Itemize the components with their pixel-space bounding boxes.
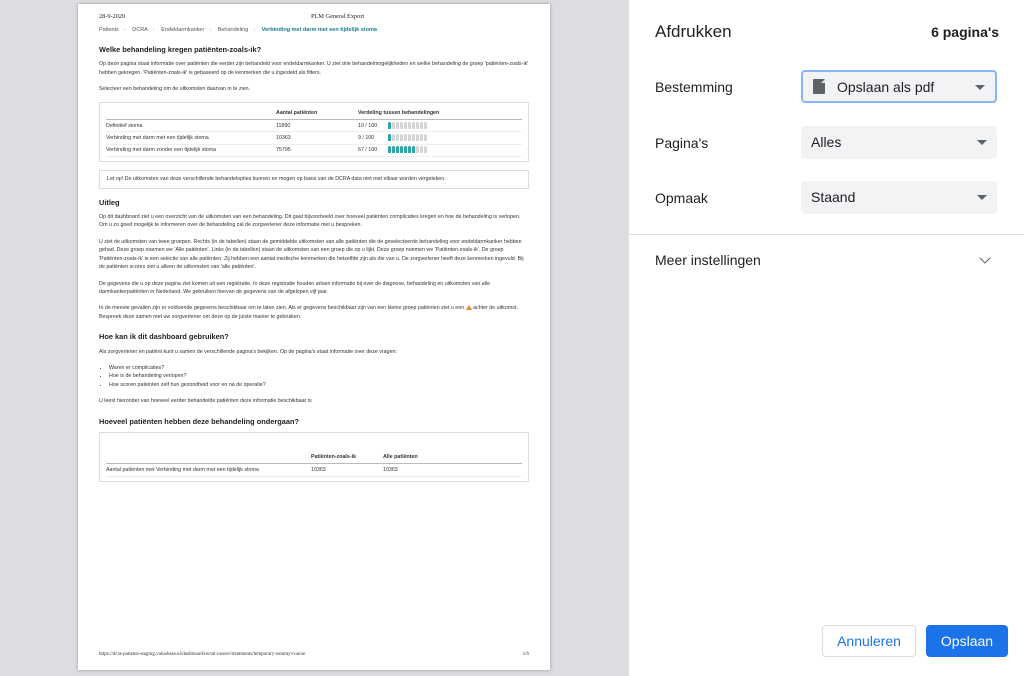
dropdown-arrow-icon: [975, 85, 985, 90]
distribution-cell: [358, 120, 522, 132]
distribution-cell: [358, 144, 522, 156]
table-cell: Aantal patiënten met Verbinding met darm met een tijdelijk stoma: [106, 464, 311, 476]
person-icon: [404, 146, 407, 153]
treatment-table: [99, 102, 529, 163]
breadcrumb-separator-icon: ›: [152, 27, 155, 33]
page-footer: [99, 652, 529, 657]
person-icon: [416, 134, 419, 141]
section-heading: Hoeveel patiënten hebben deze behandeling ondergaan?: [99, 416, 299, 426]
more-settings-toggle[interactable]: Meer instellingen: [655, 252, 761, 268]
person-icon: [412, 134, 415, 141]
pages-select[interactable]: [801, 126, 997, 159]
person-icon: [388, 122, 391, 129]
distribution-share: 67 / 100: [358, 147, 378, 154]
person-icon: [408, 122, 411, 129]
table-header: Alle patiënten: [383, 451, 522, 464]
question-list: [99, 364, 529, 389]
table-row: [106, 132, 522, 144]
layout-label: Opmaak: [655, 190, 708, 206]
save-button[interactable]: Opslaan: [926, 625, 1008, 657]
table-cell: Verbinding met darm zonder een tijdelijk stoma: [106, 144, 276, 156]
person-icon: [416, 146, 419, 153]
breadcrumb-item: Behandeling: [217, 27, 249, 33]
distribution-share: 9 / 100: [358, 134, 375, 141]
destination-label: Bestemming: [655, 79, 733, 95]
person-icons: [388, 146, 427, 153]
paragraph: U leest hieronder van hoeveel eerder behandelde patiënten deze informatie beschikbaar is: [99, 398, 312, 405]
table-header: [106, 451, 311, 464]
breadcrumb-separator-icon: ›: [253, 27, 256, 33]
pages-row: [655, 126, 999, 162]
table-row: [106, 120, 522, 132]
paragraph: U ziet de uitkomsten van twee groepen. Rechts (in de tabellen) staan de gemiddelde uitkomsten van alle patiënten die de geselecteerde behandeling voor endeldarmkanker hebben gehad. Deze groep noemen we 'Alle patiënten'. Links (in de tabellen) staan de uitkomsten van een groep die op u lijkt. Deze groep noemen we 'Patiënten-zoals-ik'. De groep 'Patiënten-zoals-ik' is een selectie van alle patiënten. Zij hebben een aantal medische kenmerken die hetzelfde zijn als die van u. De zorgverlener heeft deze kenmerken ingevuld. Bij de patiënten scores ziet u alleen de uitkomsten van 'alle patiënten'.: [99, 238, 524, 271]
paragraph: Op dit dashboard ziet u een overzicht van de uitkomsten van een behandeling. Dit gaat bijvoorbeeld over hoeveel patiënten complicaties kregen en hoe de behandeling is verlopen. Om u zo goed mogelijk te informeren over de behandeling zal de zorgverlener deze informatie met u bespreken.: [99, 214, 521, 229]
breadcrumb-item: Patients: [99, 27, 119, 33]
person-icon: [424, 134, 427, 141]
table-cell: 75795: [276, 144, 358, 156]
breadcrumb: [99, 27, 377, 33]
page-export-title: PLM General Export: [311, 13, 365, 20]
divider: [629, 234, 1024, 235]
footer-url: https://dcra-patients-staging.valuebase.nl/dashboard/rectal-cancer/treatments/temporary-ostomy/course: [99, 652, 306, 657]
paragraph-part: In de meeste gevallen zijn er voldoende gegevens beschikbaar om te laten zien. Als er gegevens beschikbaar zijn van een kleine groep patiënten ziet u een: [99, 305, 465, 312]
warning-icon: [466, 305, 472, 310]
list-item: • Hoe is de behandeling verlopen?: [109, 372, 529, 380]
intro-text: Op deze pagina staat informatie over patiënten die eerder zijn behandeld voor endeldarmkanker. U ziet drie behandelmogelijkheden en welke behandeling de groep 'patiënten-zoals-ik' hebben gekregen. 'Patiënten-zoals-ik' is gebaseerd op de kenmerken die u ingesteld als filters.: [99, 61, 529, 76]
table-header: [106, 107, 276, 120]
person-icon: [392, 134, 395, 141]
select-text: Selecteer een behandeling om de uitkomsten daarvan in te zien.: [99, 86, 251, 93]
breadcrumb-item: Endeldarmkanker: [161, 27, 205, 33]
page-date: 28-9-2020: [99, 13, 126, 20]
paragraph: [99, 304, 529, 321]
person-icon: [412, 146, 415, 153]
breadcrumb-item: DCRA: [132, 27, 148, 33]
page-content: [99, 46, 529, 490]
table-cell: Verbinding met darm met een tijdelijk stoma: [106, 132, 276, 144]
person-icon: [404, 134, 407, 141]
distribution-share: 10 / 100: [358, 122, 378, 129]
person-icon: [412, 122, 415, 129]
destination-value: Opslaan als pdf: [837, 79, 935, 95]
list-item: • Hoe scoren patiënten zelf hun gezondheid voor en na de operatie?: [109, 381, 529, 389]
section-heading: Uitleg: [99, 197, 120, 207]
table-cell: 10363: [311, 464, 383, 476]
destination-row: [655, 70, 999, 106]
person-icon: [396, 146, 399, 153]
person-icons: [388, 122, 427, 129]
person-icon: [424, 122, 427, 129]
table-cell: 11890: [276, 120, 358, 132]
table-header: Patiënten-zoals-ik: [311, 451, 383, 464]
paragraph: Als zorgverlener en patiënt kunt u samen de verschillende pagina's bekijken. Op de pagina's staat informatie over deze vragen:: [99, 348, 397, 355]
person-icon: [424, 146, 427, 153]
patient-count-table: [99, 432, 529, 482]
person-icon: [408, 134, 411, 141]
table-cell: 10363: [383, 464, 522, 476]
table-header: Aantal patiënten: [276, 107, 358, 120]
person-icon: [420, 122, 423, 129]
preview-page: [78, 4, 550, 670]
table-cell: 10363: [276, 132, 358, 144]
person-icon: [404, 122, 407, 129]
paragraph-part: achter de uitkomst. Bespreek deze samen met uw zorgverlener om deze op de juiste manier te gebruiken.: [99, 305, 518, 320]
person-icon: [400, 134, 403, 141]
list-item: • Waren er complicaties?: [109, 364, 529, 372]
person-icon: [400, 122, 403, 129]
dropdown-arrow-icon: [977, 195, 987, 200]
distribution-cell: [358, 132, 522, 144]
cancel-button[interactable]: Annuleren: [822, 625, 916, 657]
table-row: [106, 464, 522, 476]
person-icon: [392, 122, 395, 129]
person-icon: [400, 146, 403, 153]
person-icon: [396, 122, 399, 129]
person-icon: [416, 122, 419, 129]
section-heading: Welke behandeling kregen patiënten-zoals-ik?: [99, 45, 262, 54]
footer-page-number: 1/6: [522, 652, 529, 657]
destination-select[interactable]: [801, 70, 997, 103]
person-icon: [420, 146, 423, 153]
person-icon: [420, 134, 423, 141]
person-icon: [388, 134, 391, 141]
breadcrumb-current: Verbinding met darm met een tijdelijk stoma: [261, 27, 377, 33]
person-icon: [392, 146, 395, 153]
pages-value: Alles: [811, 134, 842, 150]
person-icons: [388, 134, 427, 141]
table-row: [106, 144, 522, 156]
person-icon: [388, 146, 391, 153]
pages-label: Pagina's: [655, 135, 709, 151]
layout-select[interactable]: [801, 181, 997, 214]
paragraph: De gegevens die u op deze pagina ziet komen uit een registratie. In deze registratie houden artsen informatie bij over de diagnose, behandeling en uitkomsten van alle darmkankerpatiënten in Nederland. We gebruiken hiervan de gegevens van de afgelopen vijf jaar.: [99, 280, 491, 295]
breadcrumb-separator-icon: ›: [209, 27, 212, 33]
person-icon: [396, 134, 399, 141]
section-heading: Hoe kan ik dit dashboard gebruiken?: [99, 332, 229, 342]
warning-note: Let op! De uitkomsten van deze verschillende behandelopties kunnen en mogen op basis van de DCRA data niet met elkaar worden vergeleken.: [99, 170, 529, 188]
page-count: 6 pagina's: [931, 24, 999, 40]
table-header: Verdeling tussen behandelingen: [358, 107, 522, 120]
person-icon: [408, 146, 411, 153]
dropdown-arrow-icon: [977, 140, 987, 145]
print-settings-panel: [628, 0, 1024, 676]
layout-value: Staand: [811, 189, 856, 205]
print-title: Afdrukken: [655, 22, 732, 41]
table-cell: Definitief stoma: [106, 120, 276, 132]
breadcrumb-separator-icon: ›: [123, 27, 126, 33]
layout-row: [655, 181, 999, 217]
file-icon: [813, 79, 825, 94]
chevron-down-icon[interactable]: [979, 252, 990, 263]
